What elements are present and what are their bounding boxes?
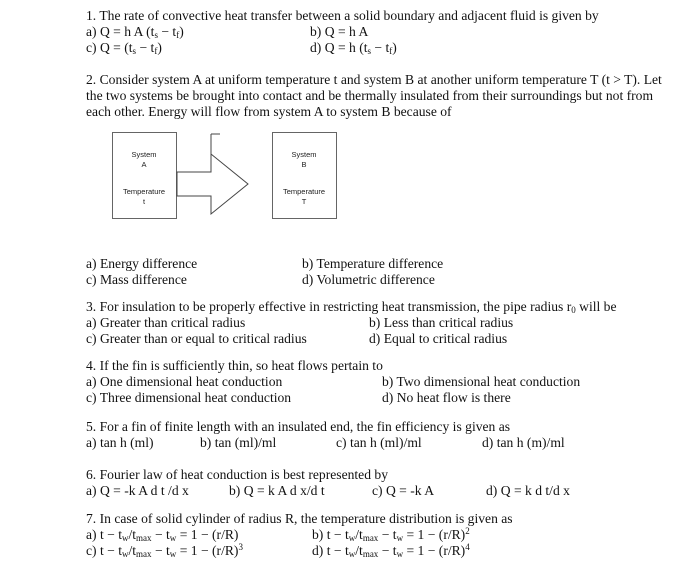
question-6 (86, 467, 686, 499)
question-1-option-a: a) Q = h A $(t_s - t_f)$ (86, 24, 184, 40)
question-7-option-a: a) $t - t_w/t_{max} - t_w = 1 - (r/R)$ (86, 527, 239, 543)
question-2-options (86, 256, 686, 288)
question-4-options-row1 (86, 374, 686, 390)
systems-diagram (112, 132, 358, 224)
question-5-option-d: d) tan h (m)/ml (482, 435, 565, 450)
question-5 (86, 419, 686, 451)
question-7-options-row2 (86, 543, 686, 559)
question-4-option-c: c) Three dimensional heat conduction (86, 390, 292, 405)
question-2-text: 2. Consider system A at uniform temperature t and system B at another uniform temperature T (t > T). Let the two systems be brought into contact and be thermally insulated from their surroundings but not from each other. Energy will flow from system A to system B because of (86, 72, 662, 119)
question-3 (86, 299, 686, 347)
question-6-option-a: a) Q = -k A d t /d x (86, 483, 189, 498)
question-1 (86, 8, 686, 56)
question-5-options (86, 435, 686, 451)
question-5-option-a: a) tan h (ml) (86, 435, 154, 450)
question-2 (86, 72, 686, 120)
question-7-option-d: d) $t - t_w/t_{max} - t_w = 1 - (r/R)^4$ (312, 542, 470, 559)
question-4-option-d: d) No heat flow is there (382, 390, 511, 405)
heat-flow-arrow (177, 154, 248, 214)
question-1-options-row1 (86, 24, 686, 40)
temperature-b-value: T (301, 197, 307, 206)
question-1-option-d: d) Q = h $(t_s - t_f)$ (310, 40, 397, 56)
question-4-option-a: a) One dimensional heat conduction (86, 374, 283, 389)
question-1-option-b: b) Q = h A (310, 24, 369, 39)
question-3-option-d: d) Equal to critical radius (369, 331, 508, 346)
question-3-options-row1 (86, 315, 686, 331)
question-1-option-c: c) $Q = (t_s - t_f)$ (86, 40, 162, 56)
system-b-label: System (291, 150, 317, 159)
question-7-options-row1 (86, 527, 686, 543)
question-5-option-b: b) tan (ml)/ml (200, 435, 277, 450)
system-b-sublabel: B (301, 160, 307, 169)
system-a-sublabel: A (141, 160, 147, 169)
question-4-option-b: b) Two dimensional heat conduction (382, 374, 581, 389)
question-1-options-row2 (86, 40, 686, 56)
question-2-options-row2 (86, 272, 686, 288)
question-6-text: 6. Fourier law of heat conduction is best represented by (86, 467, 388, 482)
question-2-option-b: b) Temperature difference (302, 256, 444, 271)
question-7-option-c: c) $t - t_w/t_{max} - t_w = 1 - (r/R)^3$ (86, 542, 243, 559)
question-6-option-b: b) Q = k A d x/d t (229, 483, 325, 498)
question-7-option-b: b) $t - t_w/t_{max} - t_w = 1 - (r/R)^2$ (312, 526, 470, 543)
temperature-a-label: Temperature (122, 187, 166, 196)
question-3-option-c: c) Greater than or equal to critical radius (86, 331, 307, 346)
question-7-text: 7. In case of solid cylinder of radius R, the temperature distribution is given as (86, 511, 513, 526)
question-4-options-row2 (86, 390, 686, 406)
question-5-option-c: c) tan h (ml)/ml (336, 435, 422, 450)
question-7 (86, 511, 686, 559)
question-6-option-d: d) Q = k d t/d x (486, 483, 570, 498)
question-3-text: 3. For insulation to be properly effective in restricting heat transmission, the pipe radius $r_0$ will be (86, 299, 617, 315)
system-a-label: System (131, 150, 157, 159)
question-3-options-row2 (86, 331, 686, 347)
temperature-b-label: Temperature (282, 187, 326, 196)
question-2-option-d: d) Volumetric difference (302, 272, 435, 287)
question-6-option-c: c) Q = -k A (372, 483, 435, 498)
question-5-text: 5. For a fin of finite length with an insulated end, the fin efficiency is given as (86, 419, 511, 434)
question-4-text: 4. If the fin is sufficiently thin, so heat flows pertain to (86, 358, 383, 373)
question-1-text: 1. The rate of convective heat transfer between a solid boundary and adjacent fluid is given by (86, 8, 599, 23)
question-2-option-a: a) Energy difference (86, 256, 198, 271)
temperature-a-value: t (142, 197, 146, 206)
question-6-options (86, 483, 686, 499)
question-2-options-row1 (86, 256, 686, 272)
question-3-option-b: b) Less than critical radius (369, 315, 514, 330)
question-3-option-a: a) Greater than critical radius (86, 315, 246, 330)
question-2-option-c: c) Mass difference (86, 272, 187, 287)
question-4 (86, 358, 686, 406)
